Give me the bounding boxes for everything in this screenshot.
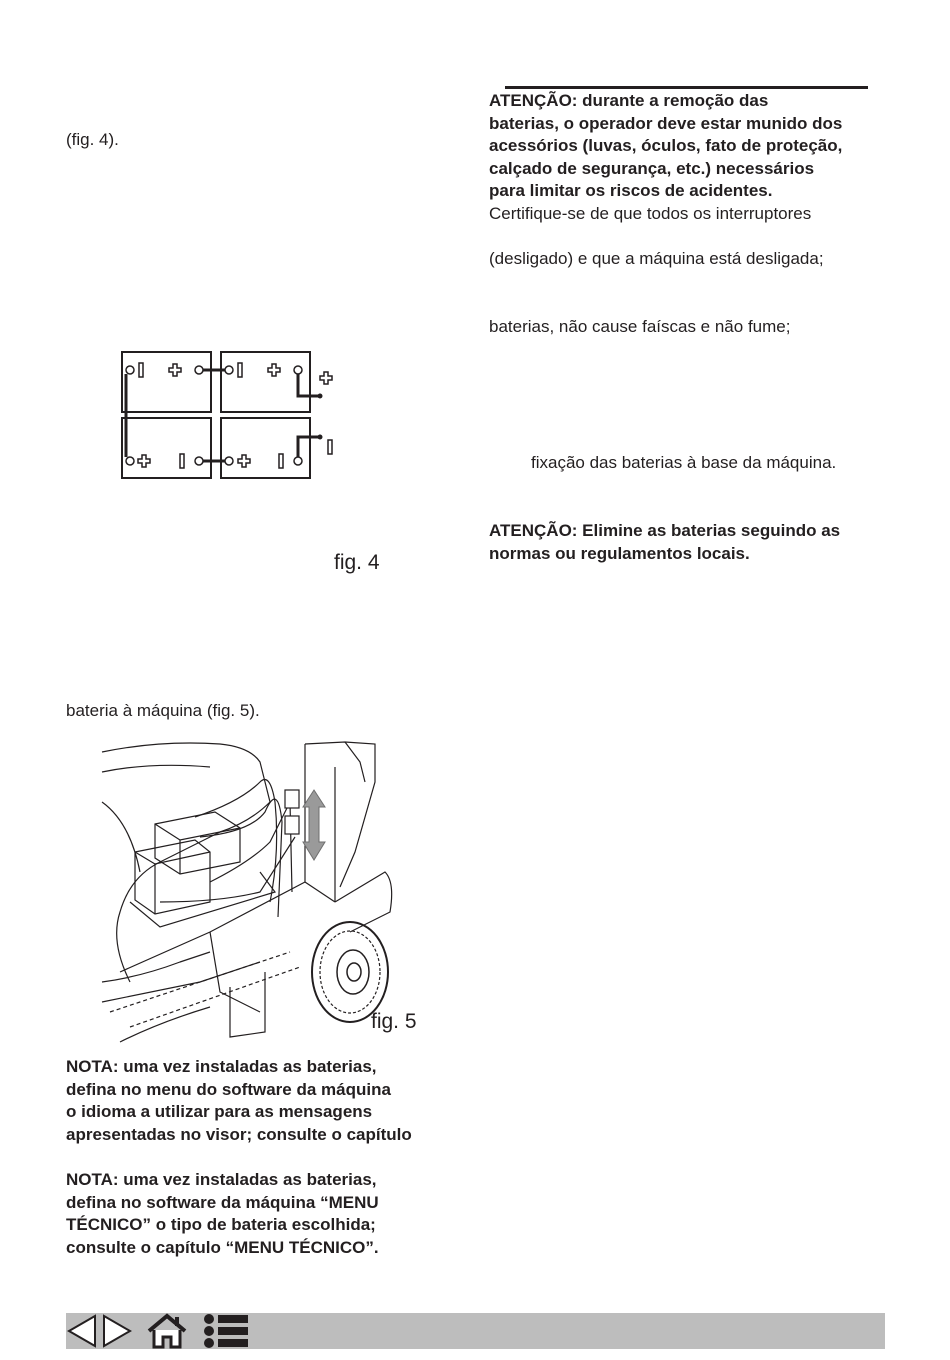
footer-nav-bar	[66, 1313, 885, 1349]
warning-line: ATENÇÃO: durante a remoção das	[489, 91, 769, 110]
paragraph-ref-fig5: bateria à máquina (fig. 5).	[66, 701, 260, 720]
battery-box	[122, 352, 211, 412]
previous-page-icon[interactable]	[66, 1313, 98, 1349]
paragraph-ref-fig4: (fig. 4).	[66, 130, 119, 149]
note-line: apresentadas no visor; consulte o capítulo	[66, 1124, 412, 1144]
note-line: defina no menu do software da máquina	[66, 1079, 391, 1099]
header-rule	[505, 86, 868, 89]
note-line: NOTA: uma vez instaladas as baterias,	[66, 1057, 377, 1076]
warning-line: ATENÇÃO: Elimine as baterias seguindo as	[489, 521, 841, 540]
warning-line: acessórios (luvas, óculos, fato de proteção,	[489, 136, 843, 156]
warning-line: calçado de segurança, etc.) necessários	[489, 158, 815, 178]
instruction-line: fixação das baterias à base da máquina.	[531, 453, 837, 472]
instruction-line: Certifique-se de que todos os interruptores	[489, 204, 812, 223]
note-line: consulte o capítulo “MENU TÉCNICO”.	[66, 1237, 379, 1257]
instruction-line: baterias, não cause faíscas e não fume;	[489, 317, 791, 336]
figure-label: fig. 4	[334, 551, 380, 574]
warning-line: baterias, o operador deve estar munido dos	[489, 113, 843, 133]
battery-box	[122, 418, 211, 478]
home-icon[interactable]	[146, 1313, 188, 1349]
note-line: defina no software da máquina “MENU	[66, 1192, 379, 1212]
note-line: NOTA: uma vez instaladas as baterias,	[66, 1170, 377, 1189]
instruction-line: (desligado) e que a máquina está desligada;	[489, 249, 824, 268]
battery-wiring-diagram	[118, 348, 348, 483]
next-page-icon[interactable]	[101, 1313, 133, 1349]
warning-line: normas ou regulamentos locais.	[489, 543, 750, 563]
index-list-icon[interactable]	[202, 1313, 250, 1349]
note-line: TÉCNICO” o tipo de bateria escolhida;	[66, 1215, 376, 1235]
warning-line: para limitar os riscos de acidentes.	[489, 181, 773, 201]
note-line: o idioma a utilizar para as mensagens	[66, 1102, 373, 1122]
figure-label: fig. 5	[371, 1010, 417, 1033]
battery-installation-illustration	[100, 742, 395, 1052]
